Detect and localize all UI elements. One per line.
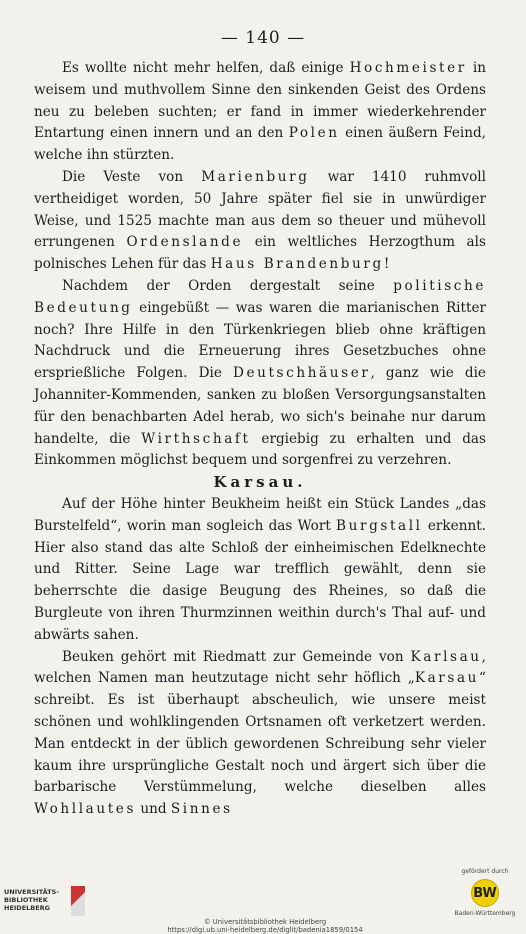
text-segment: einen äußern Feind, welche ihn stürzten. xyxy=(34,125,486,164)
text-segment: Nachdem der Orden dergestalt seine xyxy=(62,277,394,294)
text-segment: Auf der Höhe hinter Beukheim heißt ein Stück Landes „das Burstelfeld“, worin man sogleich das Wort xyxy=(34,495,486,534)
spaced-emphasis: Burgstall xyxy=(336,517,423,534)
text-segment: in weisem und muthvollem Sinne den sinkenden Geist des Ordens neu zu beleben suchten; er fand in immer wiederkehrender Entartung einen innern und an den xyxy=(34,60,486,142)
paragraph xyxy=(34,494,486,647)
sponsor-top-text: gefördert durch xyxy=(461,868,509,875)
text-segment: und xyxy=(136,801,171,818)
spaced-emphasis: Haus Brandenburg xyxy=(210,256,384,273)
text-segment: eingebüßt — was waren die marianischen Ritter noch? Ihre Hilfe in den Türkenkriegen blieb ohne kräftigen Nachdruck und die Erneuerung ihres Gesetzbuches ohne ersprießliche Folgen. Die xyxy=(34,299,486,382)
text-segment: war 1410 ruhmvoll vertheidiget worden, 50 Jahre später fiel sie in unwürdiger Weise, und 1525 machte man aus dem so theuer und mühevoll errungenen xyxy=(34,168,486,251)
body-text xyxy=(34,58,486,821)
text-segment: Beuken gehört mit Riedmatt zur Gemeinde von xyxy=(62,648,411,665)
source-url-link[interactable]: https://digi.ub.uni-heidelberg.de/diglit/badenia1859/0154 xyxy=(167,926,363,934)
section-heading: Karsau. xyxy=(213,473,307,492)
text-segment: erkennt. Hier also stand das alte Schloß der einheimischen Edelknechte und Ritter. Seine Lage war trefflich gewählt, denn sie beherrschte die dasige Beugung des Rheines, so daß die Burgleute von ihren Thurmzinnen weithin durch's Thal auf- und abwärts sahen. xyxy=(34,517,486,643)
page-number: — 140 — xyxy=(220,28,306,48)
spaced-emphasis: Wirthschaft xyxy=(141,430,251,447)
sponsor-badge-icon: BW xyxy=(471,879,499,907)
credit xyxy=(140,918,390,934)
spaced-emphasis: Karlsau xyxy=(410,648,482,665)
spaced-emphasis: politische Bedeutung xyxy=(34,277,486,316)
text-segment: ein weltliches Herzogthum als polnisches Lehen für das xyxy=(34,234,486,273)
spaced-emphasis: Deutschhäuser xyxy=(233,365,371,382)
copyright-line: © Universitätsbibliothek Heidelberg xyxy=(203,918,327,926)
library-line-3: HEIDELBERG xyxy=(4,904,51,912)
paragraph xyxy=(34,647,486,821)
text-segment: ergiebig zu erhalten und das Einkommen möglichst bequem und sorgenfrei zu verzehren. xyxy=(34,430,486,469)
library-line-2: BIBLIOTHEK xyxy=(4,896,48,904)
text-segment: “ schreibt. Es ist überhaupt abscheulich, wie unsere meist schönen und wohlklingenden Ortsnamen oft verketzert werden. Man entdeckt in der üblich gewordenen Schreibung sehr vieler kaum ihre ursprüngliche Gestalt noch und ärgert sich über die barbarische Verstümmelung, welche dieselben alles xyxy=(34,670,486,796)
paragraph xyxy=(34,167,486,276)
spaced-emphasis: Wohllautes xyxy=(34,801,137,818)
spaced-emphasis: Ordenslande xyxy=(126,234,244,251)
text-segment: ! xyxy=(383,256,390,273)
sponsor-bottom-text: Baden-Württemberg xyxy=(454,910,516,917)
spaced-emphasis: Marienburg xyxy=(201,168,310,185)
sponsor-logo xyxy=(446,868,524,917)
paragraph xyxy=(34,58,486,167)
text-segment: Es wollte nicht mehr helfen, daß einige xyxy=(62,60,350,76)
paragraph xyxy=(34,276,486,472)
library-line-1: UNIVERSITÄTS- xyxy=(4,888,59,896)
paragraph-group-2 xyxy=(34,494,486,821)
spaced-emphasis: Sinnes xyxy=(170,801,233,818)
spaced-emphasis: Polen xyxy=(288,125,340,142)
text-segment: Die Veste von xyxy=(62,168,202,185)
spaced-emphasis: Karsau xyxy=(414,670,480,687)
library-emblem-icon xyxy=(71,886,85,916)
spaced-emphasis: Hochmeister xyxy=(349,60,467,76)
library-logo xyxy=(4,888,92,912)
paragraph-group-1 xyxy=(34,58,486,472)
text-segment: , ganz wie die Johanniter-Kommenden, sanken zu bloßen Versorgungsanstalten für den benachbarten Adel herab, wo sich's beinahe nur darum handelte, die xyxy=(34,365,486,447)
text-segment: , welchen Namen man heutzutage nicht sehr höflich „ xyxy=(34,648,486,687)
